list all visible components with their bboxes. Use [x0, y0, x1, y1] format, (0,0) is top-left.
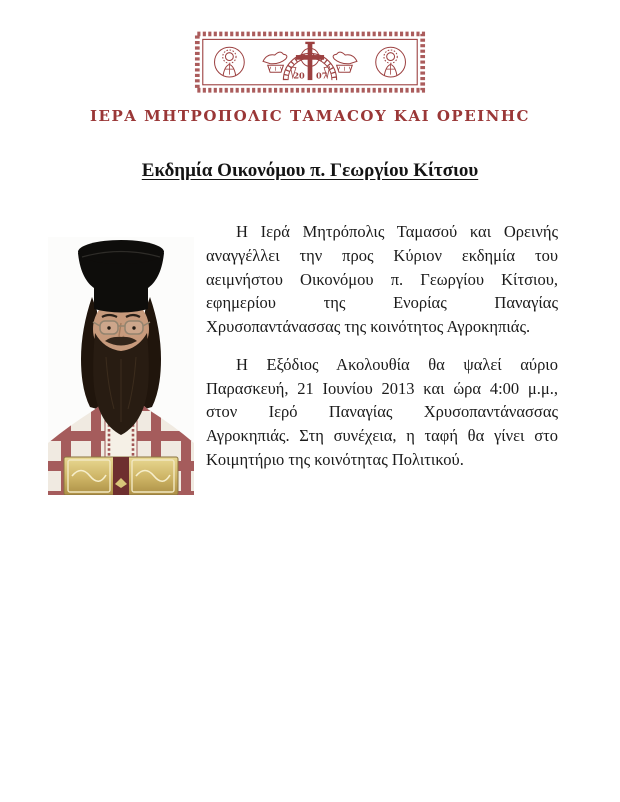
announcement-body — [0, 220, 620, 495]
emblem-year-right: 07 — [316, 70, 328, 81]
dove-left-icon — [263, 52, 287, 72]
emblem-year-left: 20 — [293, 70, 305, 81]
page-title: Εκδημία Οικονόμου π. Γεωργίου Κίτσιου — [141, 160, 479, 181]
metropolis-emblem-icon — [192, 30, 428, 102]
priest-portrait-icon — [48, 237, 194, 495]
document-header — [0, 0, 620, 125]
priest-photo — [48, 237, 194, 495]
saint-roundel-right-icon — [376, 47, 406, 77]
paragraph-announcement: Η Ιερά Μητρόπολις Ταμασού και Ορεινής αναγγέλλει την προς Κύριον εκδημία του αειμνήστου Οικονόμου π. Γεωργίου Κίτσιου, εφημερίου της Ενορίας Παναγίας Χρυσοπαντάνασσας της κοινότητος Αγροκηπιάς. — [206, 222, 558, 336]
gospel-book-icon — [64, 457, 178, 495]
announcement-text — [206, 220, 558, 486]
dove-right-icon — [333, 52, 357, 72]
paragraph-funeral-details: Η Εξόδιος Ακολουθία θα ψαλεί αύριο Παρασκευή, 21 Ιουνίου 2013 και ώρα 4:00 μ.μ., στον Ιερό Παναγίας Χρυσοπαντάνασσας Αγροκηπιάς. Στη συνέχεια, η ταφή θα γίνει στο Κοιμητήριο της κοινότητας Πολιτικού. — [206, 354, 558, 469]
cross-arch-icon — [283, 42, 336, 80]
emblem-caption: ΙΕΡΑ ΜΗΤΡΟΠΟΛΙC ΤΑΜΑCΟΥ ΚΑΙ ΟΡΕΙΝΗC — [90, 107, 530, 125]
saint-roundel-left-icon — [215, 47, 245, 77]
